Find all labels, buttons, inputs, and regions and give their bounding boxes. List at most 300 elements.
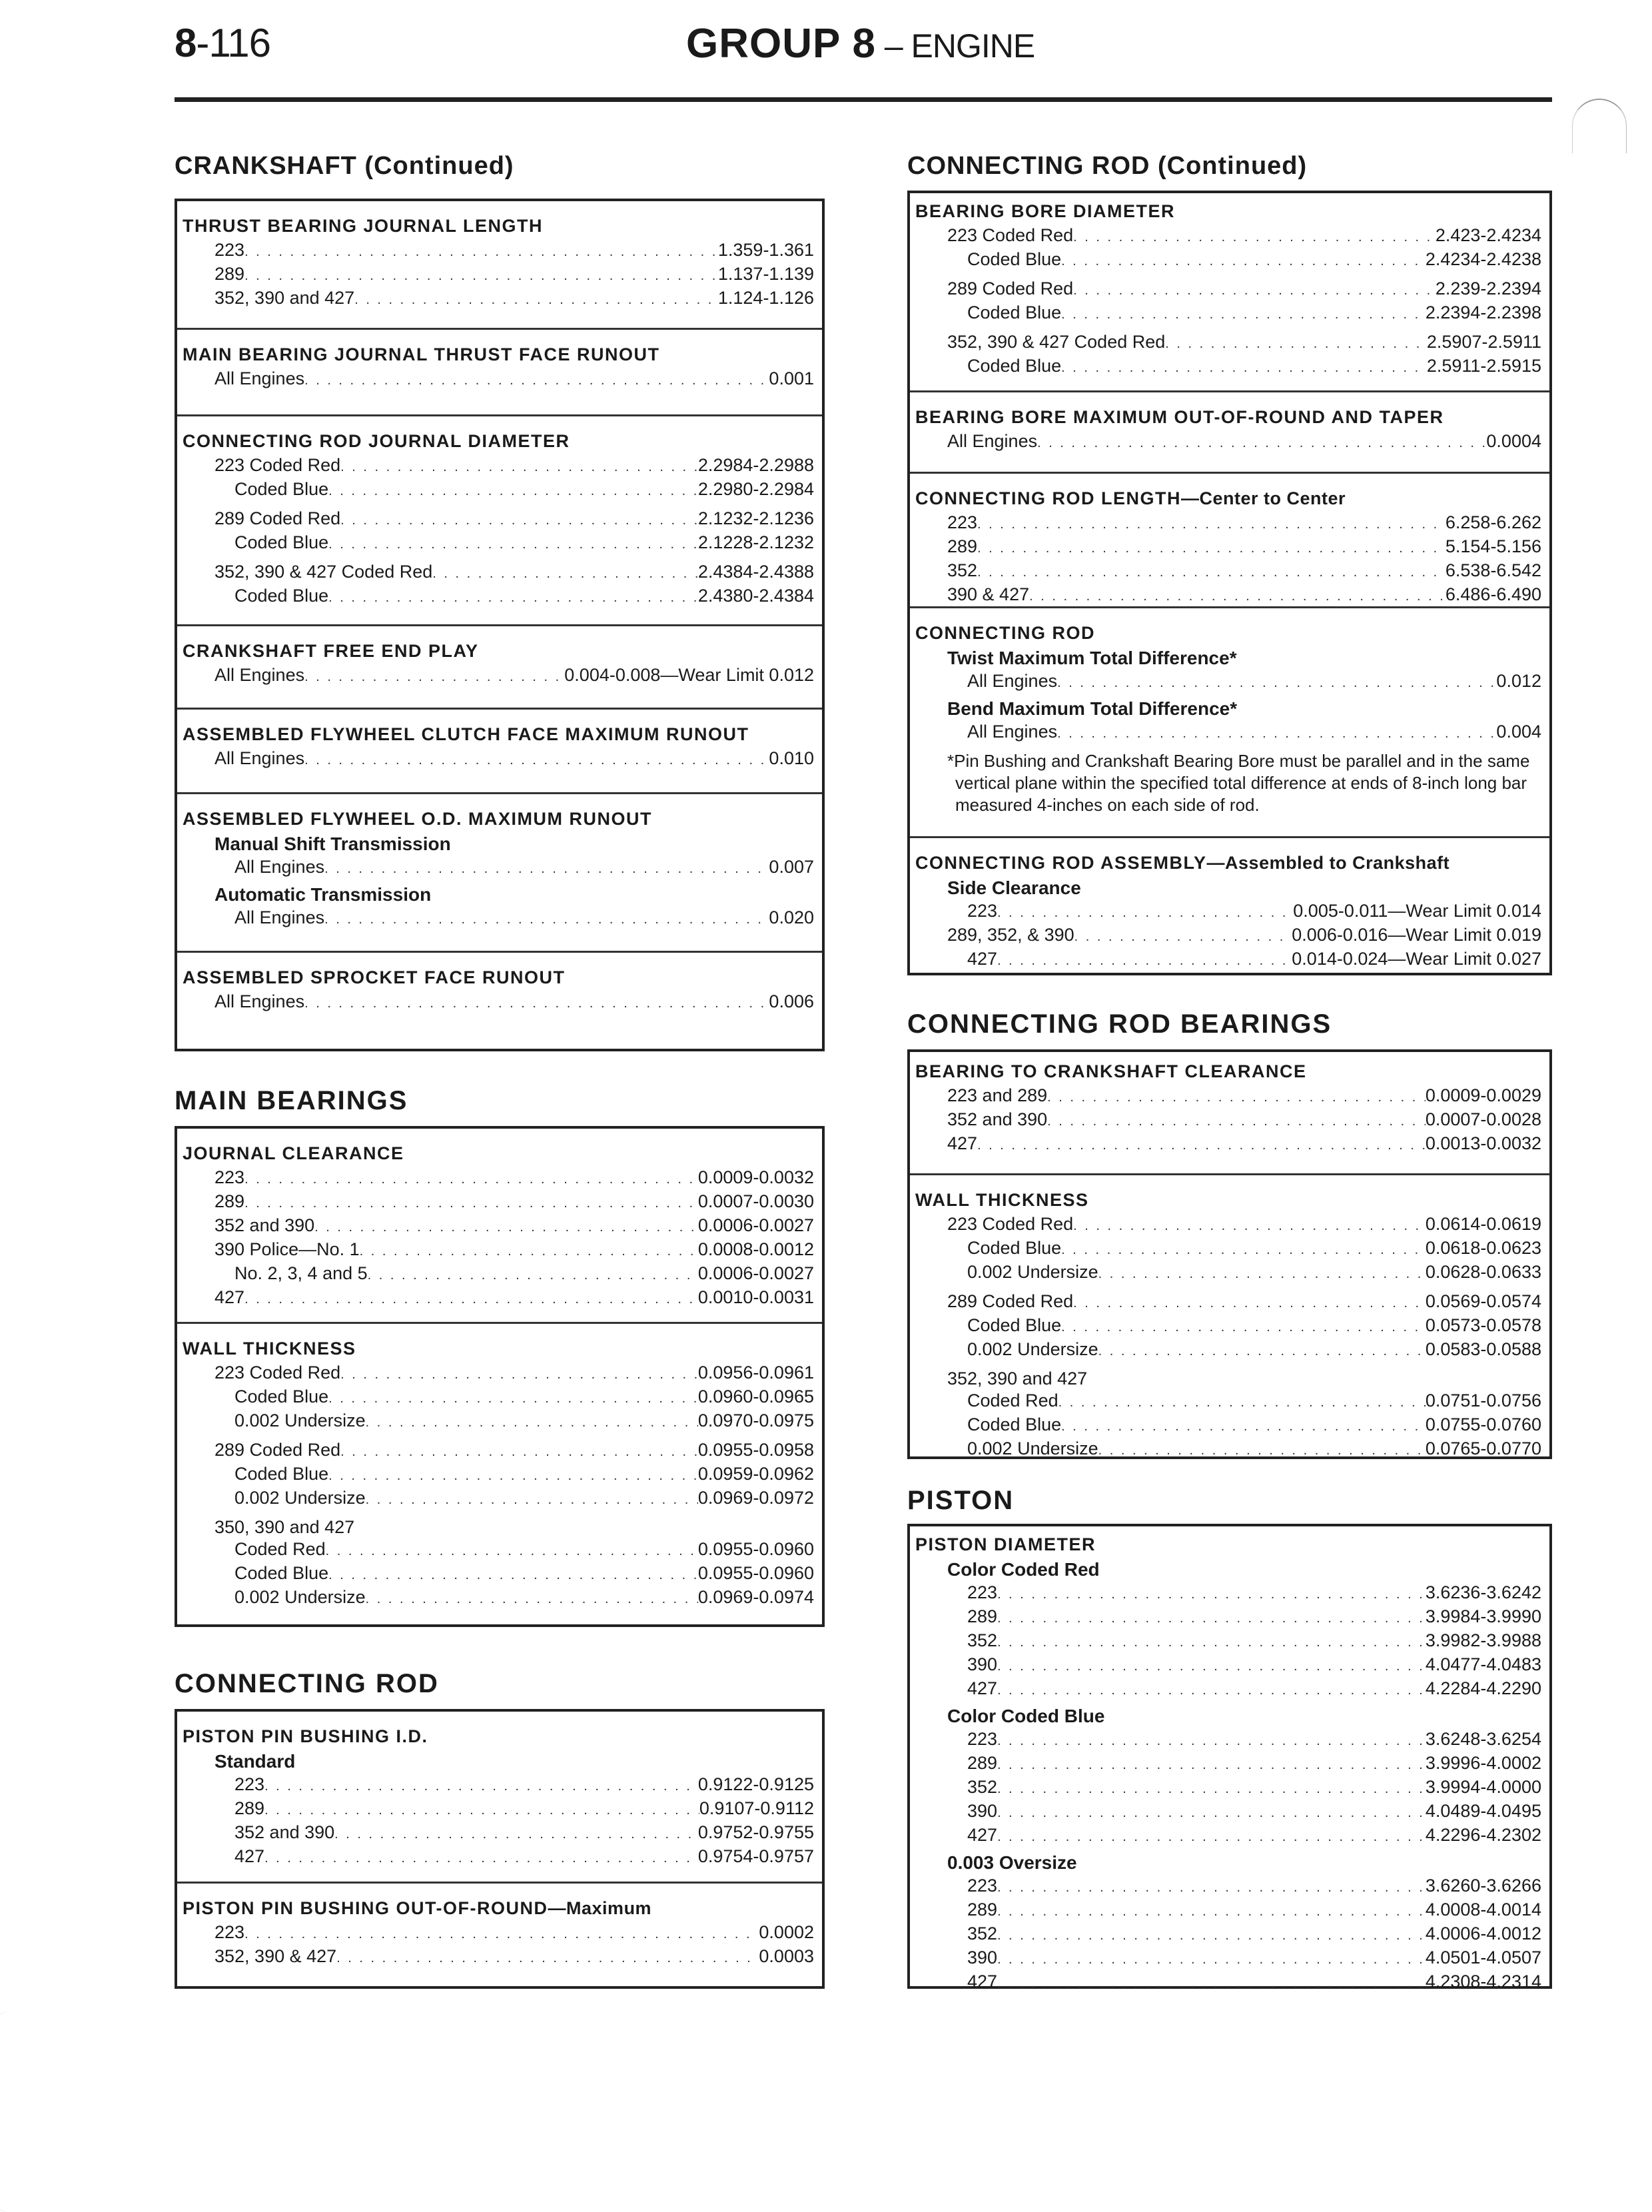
spec-label: 390 [967, 1801, 998, 1821]
spec-value: 4.0006-4.0012 [1425, 1924, 1541, 1943]
section-heading: ASSEMBLED SPROCKET FACE RUNOUT [183, 967, 566, 987]
spec-value: 0.9752-0.9755 [697, 1822, 814, 1842]
dot-leader [244, 1924, 759, 1945]
dot-leader [328, 1388, 698, 1410]
spec-row [183, 1410, 814, 1434]
dot-leader [264, 1800, 699, 1822]
spec-row [183, 856, 814, 880]
spec-label: Coded Blue [967, 249, 1062, 269]
spec-label: 223 Coded Red [947, 1214, 1074, 1234]
section-heading: BEARING BORE MAXIMUM OUT-OF-ROUND AND TAPER [915, 407, 1444, 427]
spec-label: 390 Police—No. 1 [214, 1239, 360, 1259]
spec-label: 352, 390 & 427 [214, 1946, 337, 1966]
spec-value: 0.020 [769, 907, 814, 927]
spec-label: All Engines [234, 857, 325, 877]
dot-leader [304, 750, 769, 772]
spec-row [915, 1109, 1541, 1133]
heading-suffix: —Center to Center [1181, 488, 1346, 508]
spec-row [183, 1798, 814, 1822]
main-bearings-spec-box [175, 1126, 825, 1627]
piston-diameter-section [910, 1520, 1549, 1995]
spec-value: 4.0501-4.0507 [1425, 1947, 1541, 1967]
spec-label: 352 and 390 [947, 1109, 1048, 1129]
dot-leader [304, 370, 769, 392]
dot-leader [328, 480, 698, 502]
spec-label: 352 [947, 560, 978, 580]
spec-row [183, 1386, 814, 1410]
dot-leader [997, 1925, 1426, 1947]
spec-label: 427 [947, 1133, 978, 1153]
spec-label: 352 and 390 [234, 1822, 335, 1842]
dot-leader [997, 1632, 1426, 1654]
spec-label: 223 [967, 901, 998, 921]
spec-label: 390 [967, 1947, 998, 1967]
spec-row [915, 1728, 1541, 1752]
spec-value: 0.0959-0.0962 [697, 1464, 814, 1484]
spec-row [915, 1776, 1541, 1800]
spec-row [915, 924, 1541, 948]
dot-leader [997, 950, 1292, 972]
dot-leader [997, 1973, 1426, 1995]
spec-label: All Engines [967, 671, 1058, 691]
dot-leader [328, 1564, 698, 1586]
spec-row [915, 1213, 1541, 1237]
spec-row [915, 1339, 1541, 1363]
dot-leader [1098, 1263, 1426, 1285]
rod-twist-bend-section [910, 608, 1549, 816]
dot-leader [354, 289, 718, 311]
spec-row [915, 1368, 1541, 1390]
dot-leader [334, 1824, 698, 1846]
spec-value: 0.0007-0.0028 [1425, 1109, 1541, 1129]
spec-label: 289 [947, 536, 978, 556]
flywheel-od-runout-section [177, 794, 822, 931]
group-label: 0.003 Oversize [947, 1852, 1077, 1873]
section-heading: THRUST BEARING JOURNAL LENGTH [183, 216, 544, 236]
spec-row [915, 1085, 1541, 1109]
spec-row [915, 948, 1541, 972]
dot-leader [366, 1412, 698, 1434]
spec-label: 0.002 Undersize [234, 1410, 366, 1430]
spec-value: 2.4384-2.4388 [697, 562, 814, 582]
spec-row [915, 512, 1541, 536]
spec-row [915, 302, 1541, 326]
spec-row [183, 1846, 814, 1870]
spec-label: 223 [214, 240, 245, 260]
spec-label: Coded Blue [967, 1315, 1062, 1335]
spec-label: 223 [967, 1582, 998, 1602]
spec-label: 427 [967, 949, 998, 969]
spec-value: 2.2984-2.2988 [697, 455, 814, 475]
rod-assembly-section [910, 838, 1549, 972]
dot-leader [324, 858, 769, 880]
spec-row [183, 585, 814, 609]
dot-leader [366, 1588, 698, 1610]
section-heading: PISTON DIAMETER [915, 1534, 1096, 1554]
spec-value: 4.2296-4.2302 [1425, 1825, 1541, 1845]
dot-leader [314, 1217, 698, 1239]
spec-value: 0.0628-0.0633 [1425, 1262, 1541, 1282]
spec-value: 0.9107-0.9112 [699, 1798, 814, 1818]
spec-value: 2.1228-2.1232 [697, 532, 814, 552]
spec-label: Coded Blue [967, 302, 1062, 322]
dot-leader [340, 510, 698, 532]
spec-value: 6.258-6.262 [1445, 512, 1541, 532]
spec-value: 4.2308-4.2314 [1425, 1971, 1541, 1991]
spec-row [915, 278, 1541, 302]
heading-main: CONNECTING ROD ASSEMBLY [915, 853, 1207, 873]
dot-leader [360, 1241, 698, 1263]
spec-value: 4.0477-4.0483 [1425, 1654, 1541, 1674]
spec-value: 0.9754-0.9757 [697, 1846, 814, 1866]
section-heading [915, 853, 1541, 873]
spec-label: 223 [234, 1774, 265, 1794]
wall-thickness-section [177, 1324, 822, 1610]
dot-leader [328, 1465, 698, 1487]
spec-label: 352 and 390 [214, 1215, 315, 1235]
page-edge-mark [0, 2012, 41, 2212]
pin-bushing-oor-section [177, 1884, 822, 1969]
section-heading: ASSEMBLED FLYWHEEL O.D. MAXIMUM RUNOUT [183, 809, 653, 829]
spec-value: 1.359-1.361 [717, 240, 814, 260]
spec-value: 3.9994-4.0000 [1425, 1777, 1541, 1797]
spec-label: 289 Coded Red [947, 1291, 1074, 1311]
spec-label: 289 [234, 1798, 265, 1818]
dot-leader [1061, 1416, 1426, 1438]
dot-leader [997, 902, 1293, 924]
spec-label: 352, 390 & 427 Coded Red [214, 562, 433, 582]
spec-label: No. 2, 3, 4 and 5 [234, 1263, 368, 1283]
dot-leader [1037, 432, 1486, 454]
spec-row [915, 584, 1541, 608]
dot-leader [264, 1848, 698, 1870]
spec-value: 0.0969-0.0972 [697, 1488, 814, 1508]
section-heading: PISTON PIN BUSHING I.D. [183, 1726, 428, 1746]
spec-label: 390 & 427 [947, 584, 1030, 604]
spec-row [915, 225, 1541, 249]
dot-leader [244, 1169, 698, 1191]
spec-row [183, 1167, 814, 1191]
spec-row [183, 907, 814, 931]
spec-label: 0.002 Undersize [967, 1339, 1098, 1359]
spec-row [183, 1945, 814, 1969]
section-heading [915, 488, 1541, 509]
spec-label: 0.002 Undersize [967, 1438, 1098, 1458]
spec-row [915, 355, 1541, 379]
spec-row [183, 1586, 814, 1610]
spec-label: 223 [214, 1167, 245, 1187]
dot-leader [244, 241, 718, 263]
spec-label: Coded Blue [234, 1563, 329, 1583]
spec-row [915, 1654, 1541, 1678]
spec-label: 223 [967, 1876, 998, 1896]
spec-row [183, 532, 814, 556]
dot-leader [1061, 304, 1426, 326]
header-rule [175, 97, 1552, 102]
spec-label: All Engines [234, 907, 325, 927]
crankshaft-spec-box [175, 199, 825, 1051]
spec-row [183, 991, 814, 1015]
spec-row [183, 1538, 814, 1562]
sprocket-runout-section [177, 953, 822, 1015]
section-heading: JOURNAL CLEARANCE [183, 1143, 404, 1163]
spec-row [915, 1630, 1541, 1654]
spec-value: 3.9984-3.9990 [1425, 1606, 1541, 1626]
dot-leader [1061, 357, 1427, 379]
dot-leader [340, 1364, 698, 1386]
dot-leader [324, 909, 769, 931]
spec-value: 2.2394-2.2398 [1425, 302, 1541, 322]
spec-label: 0.002 Undersize [234, 1587, 366, 1607]
dot-leader [1074, 926, 1292, 948]
section-heading: CONNECTING ROD JOURNAL DIAMETER [183, 431, 570, 451]
section-heading: BEARING BORE DIAMETER [915, 201, 1176, 221]
group-label: Twist Maximum Total Difference* [947, 648, 1237, 668]
dot-leader [304, 993, 769, 1015]
dot-leader [997, 1901, 1426, 1923]
dot-leader [1057, 672, 1496, 694]
spec-label: Coded Red [234, 1539, 326, 1559]
spec-value: 0.0004 [1486, 431, 1541, 451]
spec-row [915, 331, 1541, 355]
heading-main: CONNECTING ROD LENGTH [915, 488, 1181, 508]
spec-label: 352, 390 and 427 [214, 288, 355, 308]
dot-leader [244, 1193, 698, 1215]
spec-row [915, 1237, 1541, 1261]
spec-label: 350, 390 and 427 [214, 1517, 355, 1537]
spec-value: 2.5911-2.5915 [1426, 356, 1541, 376]
spec-value: 2.239-2.2394 [1435, 278, 1541, 298]
section-heading [183, 1898, 814, 1919]
heading-suffix: —Assembled to Crankshaft [1206, 853, 1450, 873]
spec-value: 0.0955-0.0960 [697, 1563, 814, 1583]
spec-value: 0.0955-0.0958 [697, 1440, 814, 1460]
spec-value: 0.0573-0.0578 [1425, 1315, 1541, 1335]
section-heading: WALL THICKNESS [183, 1339, 356, 1359]
piston-spec-box [907, 1524, 1552, 1989]
spec-label: Coded Blue [967, 356, 1062, 376]
connecting-rod-continued-box [907, 191, 1552, 975]
spec-label: 223 [967, 1729, 998, 1749]
spec-value: 0.010 [769, 748, 814, 768]
dot-leader [1058, 1392, 1426, 1414]
spec-label: 223 [214, 1922, 245, 1942]
group-label: Color Coded Red [947, 1559, 1100, 1580]
spec-value: 3.9982-3.9988 [1425, 1630, 1541, 1650]
spec-row [915, 1606, 1541, 1630]
dot-leader [336, 1947, 759, 1969]
spec-label: 352 [967, 1630, 998, 1650]
spec-label: All Engines [214, 368, 305, 388]
spec-label: 289 Coded Red [214, 1440, 341, 1460]
spec-value: 2.5907-2.5911 [1426, 332, 1541, 352]
spec-label: All Engines [214, 665, 305, 685]
spec-row [183, 1215, 814, 1239]
spec-value: 0.0006-0.0027 [697, 1215, 814, 1235]
dot-leader [977, 1135, 1426, 1157]
spec-row [915, 1438, 1541, 1462]
group-label: Standard [214, 1751, 296, 1772]
dot-leader [977, 562, 1446, 584]
spec-label: 223 Coded Red [214, 455, 341, 475]
spec-label: 289 [214, 1191, 245, 1211]
spec-label: 352 [967, 1924, 998, 1943]
dot-leader [997, 1730, 1426, 1752]
spec-value: 0.0618-0.0623 [1425, 1238, 1541, 1258]
dot-leader [340, 1441, 698, 1463]
spec-row [183, 1562, 814, 1586]
spec-label: All Engines [967, 722, 1058, 742]
dot-leader [1165, 333, 1427, 355]
spec-row [183, 1774, 814, 1798]
dot-leader [1061, 251, 1426, 273]
spec-row [915, 1414, 1541, 1438]
spec-label: 390 [967, 1654, 998, 1674]
dot-leader [1073, 1293, 1426, 1315]
spec-row [183, 1263, 814, 1287]
spec-label: 427 [234, 1846, 265, 1866]
clutch-face-runout-section [177, 710, 822, 772]
spec-label: Coded Blue [967, 1414, 1062, 1434]
dot-leader [1029, 586, 1446, 608]
spec-row [183, 1463, 814, 1487]
spec-value: 0.001 [769, 368, 814, 388]
spec-value: 2.2980-2.2984 [697, 479, 814, 499]
bearing-bore-diameter-section [910, 187, 1549, 379]
spec-row [183, 748, 814, 772]
dot-leader [328, 534, 698, 556]
spec-row [183, 1487, 814, 1511]
spec-label: 223 Coded Red [214, 1363, 341, 1382]
spec-value: 5.154-5.156 [1445, 536, 1541, 556]
spec-value: 0.9122-0.9125 [697, 1774, 814, 1794]
dot-leader [1047, 1087, 1426, 1109]
spec-label: 289 Coded Red [214, 508, 341, 528]
spec-value: 3.6260-3.6266 [1425, 1876, 1541, 1896]
spec-row [915, 1824, 1541, 1848]
spec-row [915, 536, 1541, 560]
spec-value: 0.0970-0.0975 [697, 1410, 814, 1430]
spec-label: 427 [967, 1971, 998, 1991]
spec-value: 0.005-0.011—Wear Limit 0.014 [1293, 901, 1541, 921]
spec-value: 0.004 [1496, 722, 1541, 742]
spec-row [915, 249, 1541, 273]
spec-value: 3.6248-3.6254 [1425, 1729, 1541, 1749]
spec-value: 0.0002 [759, 1922, 814, 1942]
group-label: Manual Shift Transmission [214, 833, 451, 854]
section-heading: BEARING TO CRANKSHAFT CLEARANCE [915, 1061, 1307, 1081]
dot-leader [1098, 1440, 1426, 1462]
dot-leader [997, 1877, 1426, 1899]
section-heading: CRANKSHAFT FREE END PLAY [183, 641, 479, 661]
spec-row [915, 1800, 1541, 1824]
section-heading: ASSEMBLED FLYWHEEL CLUTCH FACE MAXIMUM RUNOUT [183, 724, 749, 744]
spec-row [183, 1822, 814, 1846]
spec-row [915, 1947, 1541, 1971]
dot-leader [977, 514, 1446, 536]
spec-row [915, 1923, 1541, 1947]
group-label: Color Coded Blue [947, 1706, 1105, 1726]
spec-label: All Engines [214, 991, 305, 1011]
spec-label: All Engines [214, 748, 305, 768]
rod-bearings-spec-box [907, 1049, 1552, 1459]
spec-row [915, 670, 1541, 694]
dot-leader [432, 563, 698, 585]
connecting-rod-bearings-title: CONNECTING ROD BEARINGS [907, 1009, 1332, 1039]
spec-row [183, 1922, 814, 1945]
dot-leader [264, 1776, 698, 1798]
dot-leader [1047, 1111, 1426, 1133]
dot-leader [244, 1289, 698, 1311]
spec-label: 352 [967, 1777, 998, 1797]
spec-label: 427 [967, 1678, 998, 1698]
spec-label: Coded Blue [234, 1386, 329, 1406]
spec-label: 223 [947, 512, 978, 532]
section-heading: WALL THICKNESS [915, 1190, 1089, 1210]
spec-value: 2.423-2.4234 [1435, 225, 1541, 245]
spec-row [183, 1362, 814, 1386]
spec-label: 289, 352, & 390 [947, 925, 1074, 945]
dot-leader [997, 1680, 1426, 1702]
spec-value: 0.0969-0.0974 [697, 1587, 814, 1607]
spec-row [915, 1971, 1541, 1995]
spec-label: Coded Blue [234, 479, 329, 499]
spec-label: 352, 390 & 427 Coded Red [947, 332, 1166, 352]
dot-leader [328, 587, 698, 609]
spec-row [915, 1678, 1541, 1702]
dot-leader [997, 1802, 1426, 1824]
dot-leader [1073, 1215, 1426, 1237]
spec-value: 0.007 [769, 857, 814, 877]
group-title-main: GROUP 8 [686, 21, 876, 67]
spec-row [183, 561, 814, 585]
spec-row [915, 1899, 1541, 1923]
spec-label: Coded Blue [234, 532, 329, 552]
spec-value: 4.0489-4.0495 [1425, 1801, 1541, 1821]
spec-value: 0.0960-0.0965 [697, 1386, 814, 1406]
spec-row [915, 560, 1541, 584]
spec-value: 0.0008-0.0012 [697, 1239, 814, 1259]
spec-row [915, 1390, 1541, 1414]
dot-leader [1073, 280, 1436, 302]
dot-leader [368, 1265, 698, 1287]
spec-value: 1.137-1.139 [717, 264, 814, 284]
spec-value: 0.0569-0.0574 [1425, 1291, 1541, 1311]
spec-row [915, 430, 1541, 454]
spec-row [183, 664, 814, 688]
spec-value: 0.0583-0.0588 [1425, 1339, 1541, 1359]
spec-value: 2.4380-2.4384 [697, 586, 814, 606]
spec-row [183, 368, 814, 392]
spec-value: 6.538-6.542 [1445, 560, 1541, 580]
spec-value: 0.004-0.008—Wear Limit 0.012 [564, 665, 814, 685]
dot-leader [997, 1778, 1426, 1800]
spec-row [183, 239, 814, 263]
spec-value: 0.0614-0.0619 [1425, 1214, 1541, 1234]
spec-row [183, 454, 814, 478]
dot-leader [1061, 1317, 1426, 1339]
spec-value: 0.0765-0.0770 [1425, 1438, 1541, 1458]
page-number [175, 20, 270, 66]
group-title [686, 20, 1034, 67]
dot-leader [326, 1540, 698, 1562]
dot-leader [1073, 227, 1436, 249]
pin-bushing-id-section [177, 1712, 822, 1870]
spec-row [183, 1287, 814, 1311]
dot-leader [1098, 1341, 1426, 1363]
piston-title: PISTON [907, 1486, 1015, 1515]
spec-row [183, 478, 814, 502]
